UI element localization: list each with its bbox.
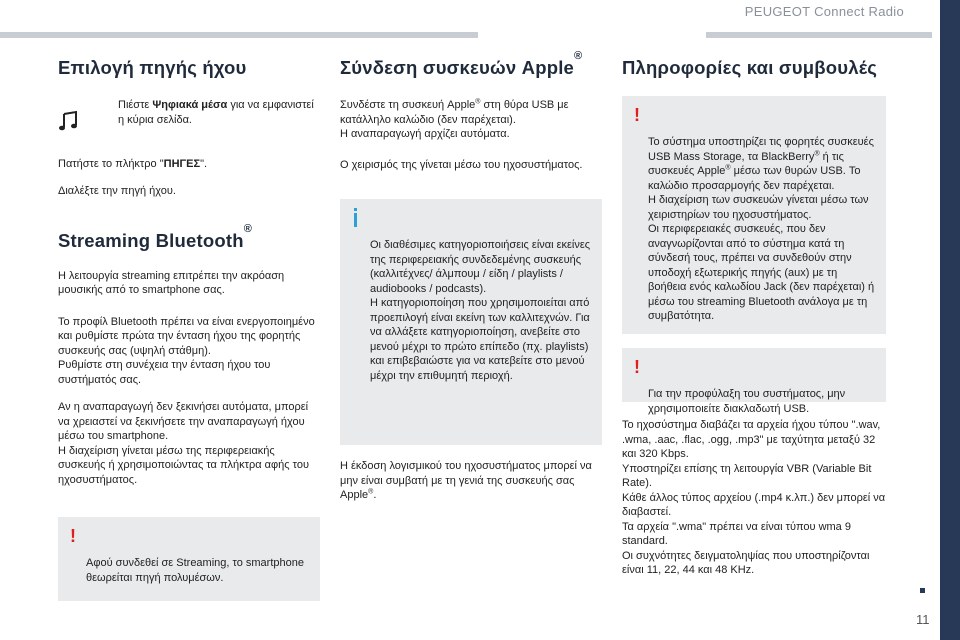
top-rule-left — [0, 32, 478, 38]
apple-paragraph-1: Συνδέστε τη συσκευή Apple® στη θύρα USB με κατάλληλο καλώδιο (δεν παρέχεται). Η αναπαραγωγή αρχίζει αυτόματα. — [340, 98, 569, 140]
section-title-streaming: Streaming Bluetooth® — [58, 222, 253, 251]
warning-box-usb-hub: ! Για την προφύλαξη του συστήματος, μην χρησιμοποιείτε διακλαδωτή USB. — [622, 348, 886, 402]
side-strip — [940, 0, 960, 640]
icon-instruction — [58, 98, 320, 137]
section-title-apple: Σύνδεση συσκευών Apple® — [340, 50, 583, 78]
icon-instruction-text: Πιέστε Ψηφιακά μέσα για να εμφανιστεί η κύρια σελίδα. — [118, 99, 314, 126]
warning-box-streaming: ! Αφού συνδεθεί σε Streaming, το smartphone θεωρείται πηγή πολυμέσων. — [58, 517, 320, 601]
streaming-paragraph-2: Το προφίλ Bluetooth πρέπει να είναι ενεργοποιημένο και ρυθμίστε πρώτα την ένταση ήχου της φορητής συσκευής σας (υψηλή στάθμη). Ρυθμίστε στη συνέχεια την ένταση ήχου του συστήματός σας. — [58, 315, 315, 386]
apple-paragraph-2: Ο χειρισμός της γίνεται μέσω του ηχοσυστήματος. — [340, 158, 583, 171]
column-middle — [340, 50, 602, 503]
warning-icon: ! — [70, 526, 76, 546]
info-box-apple: Οι διαθέσιμες κατηγοριοποιήσεις είναι εκείνες της περιφερειακής συνδεδεμένης συσκευής (καλλιτέχνες/ άλμπουμ / είδη / playlists / audiobooks / podcasts). Η κατηγοριοποίηση που χρησιμοποιείται από προεπιλογή είναι εκείνη των καλλιτεχνών. Για να αλλάξετε κατηγοριοποίηση, ανεβείτε στο μενού μέχρι το πρώτο επίπεδο (πχ. playlists) και επιβεβαιώστε για να κατεβείτε στο μενού μέχρι την επιθυμητή περιοχή. — [340, 199, 602, 445]
sources-button-paragraph: Πατήστε το πλήκτρο "ΠΗΓΕΣ". — [58, 157, 208, 170]
page-bullet — [920, 588, 925, 593]
page-number: 11 — [916, 612, 930, 627]
streaming-paragraph-1: Η λειτουργία streaming επιτρέπει την ακρόαση μουσικής από το smartphone σας. — [58, 269, 285, 296]
warning-icon: ! — [634, 357, 640, 377]
apple-paragraph-3: Η έκδοση λογισμικού του ηχοσυστήματος μπορεί να μην είναι συμβατή με τη γενιά της συσκευής σας Apple®. — [340, 460, 592, 501]
formats-paragraph: Το ηχοσύστημα διαβάζει τα αρχεία ήχου τύπου ".wav, .wma, .aac, .flac, .ogg, .mp3" με ταχύτητα μεταξύ 32 και 320 Kbps. Υποστηρίζει επίσης τη λειτουργία VBR (Variable Bit Rate). Κάθε άλλος τύπος αρχείου (.mp4 κ.λπ.) δεν μπορεί να διαβαστεί. Τα αρχεία ".wma" πρέπει να είναι τύπου wma 9 standard. Οι συχνότητες δειγματοληψίας που υποστηρίζονται είναι 11, 22, 44 και 48 KHz. — [622, 419, 886, 576]
column-right — [622, 56, 886, 578]
section-title-info: Πληροφορίες και συμβουλές — [622, 57, 878, 78]
warning-icon: ! — [634, 105, 640, 125]
info-icon — [354, 213, 357, 227]
section-title-audio-source: Επιλογή πηγής ήχου — [58, 57, 247, 78]
column-left — [58, 56, 320, 601]
choose-source-paragraph: Διαλέξτε την πηγή ήχου. — [58, 185, 176, 197]
streaming-paragraph-3: Αν η αναπαραγωγή δεν ξεκινήσει αυτόματα, μπορεί να χρειαστεί να ξεκινήσετε την αναπαραγωγή ήχου μέσω του smartphone. Η διαχείριση γίνεται μέσω της περιφερειακής συσκευής ή χρησιμοποιώντας τα πλήκτρα αφής του ηχοσυστήματος. — [58, 401, 309, 486]
header-title: PEUGEOT Connect Radio — [744, 4, 904, 19]
top-rule-right — [706, 32, 932, 38]
warning-box-devices: ! Το σύστημα υποστηρίζει τις φορητές συσκευές USB Mass Storage, τα BlackBerry® ή τις συσκευές Apple® μέσω των θυρών USB. Το καλώδιο προσαρμογής δεν παρέχεται. Η διαχείριση των συσκευών γίνεται μέσω των χειριστηρίων του ηχοσυστήματος. Οι περιφερειακές συσκευές, που δεν αναγνωρίζονται από το σύστημα κατά τη σύνδεσή τους, πρέπει να συνδεθούν στην υποδοχή εξωτερικής πηγής (aux) με τη βοήθεια ενός καλωδίου Jack (δεν παρέχεται) ή μέσω του streaming Bluetooth ανάλογα με τη συμβατότητα. — [622, 96, 886, 334]
music-note-icon — [58, 98, 118, 137]
